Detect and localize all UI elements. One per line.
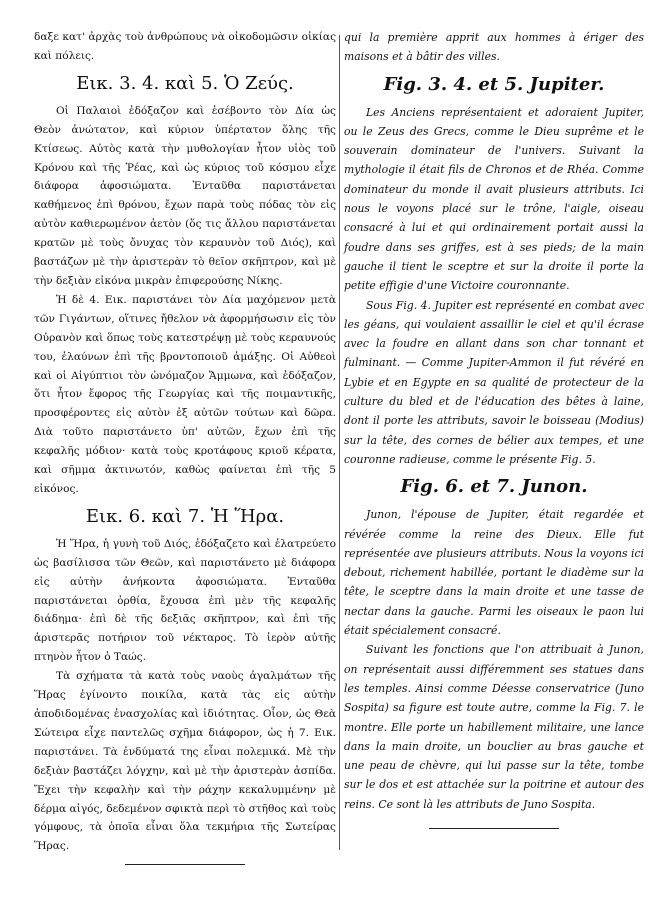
column-divider xyxy=(339,35,340,850)
french-paragraph-junon-statues: Suivant les fonctions que l'on attribuait à Junon, on représentait aussi différemment ses statues dans les temples. Ainsi comme Déesse conservatrice (Juno Sospita) sa figure est toute autre, comme la Fig. 7. le montre. Elle porte un habillement militaire, une lance dans la main droite, un bouclier au bras gauche et une peau de chèvre, qui lui passe sur la tête, tombe sur le dos et est attachée sur la poitrine et autour des reins. Ce sont là les attributs de Juno Sospita. xyxy=(344,643,644,811)
greek-column xyxy=(34,28,336,865)
french-end-rule xyxy=(429,828,559,829)
greek-heading-hera: Εικ. 6. καὶ 7. Ἡ Ἥρα. xyxy=(85,505,285,527)
greek-paragraph-zeus: Οἱ Παλαιοὶ ἐδόξαζον καὶ ἐσέβοντο τὸν Δία ὡς Θεὸν ἀνώτατον, καὶ κύριον ὑπέρτατον ὅλης τῆς Κτίσεως. Αὐτὸς κατὰ τὴν μυθολογίαν ἦτον υἱὸς τοῦ Κρόνου καὶ τῆς Ῥέας, καὶ ὡς κύριος τοῦ κόσμου εἶχε διάφορα ἀφοσιώματα. Ἐνταῦθα παριστάνεται καθήμενος ἐπὶ θρόνου, ἔχων παρὰ τοὺς πόδας τὸν εἰς αὐτὸν καθιερωμένον ἀετὸν (ὅς τις ἄλλου παριστάνεται κρατῶν μὲ τοὺς ὄνυχας τὸν κεραυνὸν τοῦ Διός), καὶ βαστάζων μὲ τὴν ἀριστερὰν τὸ θεῖον σκῆπτρον, καὶ μὲ τὴν δεξιὰν εἰκόνα μικρὰν ἐπιφερούσης Νίκης. xyxy=(34,104,336,287)
french-carry-over: qui la première apprit aux hommes à ériger des maisons et à bâtir des villes. xyxy=(344,31,644,64)
greek-paragraph-fig4: Ἡ δὲ 4. Εικ. παριστάνει τὸν Δία μαχόμενον μετὰ τῶν Γιγάντων, οἵτινες ἤθελον νὰ ἀφορμήσωσιν εἰς τὸν Οὐρανὸν καὶ ὅπως τοὺς κατεστρέψῃ μὲ τοὺς κεραυνούς του, ἐλαύνων ἐπὶ τῆς βροντοποιοῦ ἁμάξης. Οἱ Αὐθεοὶ καὶ οἱ Αἰγύπτιοι τὸν ὠνόμαζον Ἄμμωνα, καὶ ἐδόξαζον, ὅτι ἦτον ἔφορος τῆς Γεωργίας καὶ τῆς ποιμαντικῆς, προσφέροντες εἰς αὐτὸν ἐξ αὐτῶν τούτων καὶ δῶρα. Διὰ τοῦτο παριστάνετο ὑπ' αὐτῶν, ἔχων ἐπὶ τῆς κεφαλῆς μόδιον· κατὰ τοὺς κροτάφους κριοῦ κέρατα, καὶ σῆμμα ἀκτινωτόν, καθὼς φαίνεται ἐπὶ τῆς 5 εἰκόνος. xyxy=(34,293,336,495)
greek-paragraph-hera: Ἡ Ἥρα, ἡ γυνὴ τοῦ Διός, ἐδόξαζετο καὶ ἐλατρεύετο ὡς βασίλισσα τῶν Θεῶν, καὶ παριστάνετο μὲ διάφορα εἰς αὐτὴν ἀνήκοντα ἀφοσιώματα. Ἐνταῦθα παριστάνεται ὀρθία, ἔχουσα ἐπὶ μὲν τῆς κεφαλῆς διάδημα· ἐπὶ δὲ τῆς δεξιᾶς σκῆπτρον, καὶ ἐπὶ τῆς ἀριστερᾶς ποτήριον τοῦ νέκταρος. Τὸ ἱερὸν αὐτῆς πτηνὸν ἦτον ὁ Ταώς. xyxy=(34,537,336,664)
french-paragraph-jupiter: Les Anciens représentaient et adoraient Jupiter, ou le Zeus des Grecs, comme le Dieu suprême et le souverain dominateur de l'univers. Suivant la mythologie il était fils de Chronos et de Rhéa. Comme dominateur du monde il avait plusieurs attributs. Ici nous le voyons placé sur le trône, l'aigle, oiseau consacré à lui et qui ordinairement portait aussi la foudre dans ses griffes, est à ses pieds; de la main gauche il tient le sceptre et sur la droite il porte la petite effigie d'une Victoire couronnante. xyxy=(344,105,644,293)
french-paragraph-fig4: Sous Fig. 4. Jupiter est représenté en combat avec les géans, qui voulaient assaillir le ciel et qu'il écrase avec la foudre en allant dans son char tonnant et fulminant. — Comme Jupiter-Ammon il fut révéré en Lybie et en Egypte en sa qualité de protecteur de la culture du bled et de l'éducation des bêtes à laine, dont il porte les attributs, savoir le boisseau (Modius) sur la tête, des cornes de bélier aux tempes, et une couronne radieuse, comme le présente Fig. 5. xyxy=(344,298,644,466)
greek-end-rule xyxy=(125,864,245,865)
french-column xyxy=(344,28,644,829)
greek-heading-zeus: Εικ. 3. 4. καὶ 5. Ὁ Ζεύς. xyxy=(76,72,294,94)
greek-carry-over: δαξε κατ' ἀρχὰς τοὺ ἀνθρώπους νὰ οἰκοδομῶσιν οἰκίας καὶ πόλεις. xyxy=(34,31,336,62)
french-heading-junon: Fig. 6. et 7. Junon. xyxy=(400,476,588,498)
french-paragraph-junon: Junon, l'épouse de Jupiter, était regardée et révérée comme la reine des Dieux. Elle fut représentée ave plusieurs attributs. Nous la voyons ici debout, richement habillée, portant le diadème sur la tête, le sceptre dans la main droite et une tasse de nectar dans la gauche. Parmi les oiseaux le paon lui était spécialement consacré. xyxy=(344,508,644,638)
greek-paragraph-hera-statues: Τὰ σχήματα τὰ κατὰ τοὺς ναοὺς ἀγαλμάτων τῆς Ἥρας ἐγίνοντο ποικίλα, κατὰ τὰς εἰς αὐτὴν ἀποδιδομένας ἐνασχολίας καὶ ἰδιότητας. Οἷον, ὡς Θεὰ Σώτειρα εἶχε παντελῶς σχῆμα διάφορον, ὡς ἡ 7. Εικ. παριστάνει. Τὰ ἐνδύματά της εἶναι πολεμικά. Μὲ τὴν δεξιὰν βαστάζει λόγχην, καὶ μὲ τὴν ἀριστερὰν ἀσπίδα. Ἔχει τὴν κεφαλὴν καὶ τὴν ράχην κεκαλυμμένην μὲ δέρμα αἰγός, δεδεμένον σφικτὰ περὶ τὸ στῆθος καὶ τοὺς γόμφους, τὰ ὁποῖα εἶναι ὅλα τεκμήρια τῆς Σωτείρας Ἥρας. xyxy=(34,670,336,853)
french-heading-jupiter: Fig. 3. 4. et 5. Jupiter. xyxy=(383,73,605,95)
